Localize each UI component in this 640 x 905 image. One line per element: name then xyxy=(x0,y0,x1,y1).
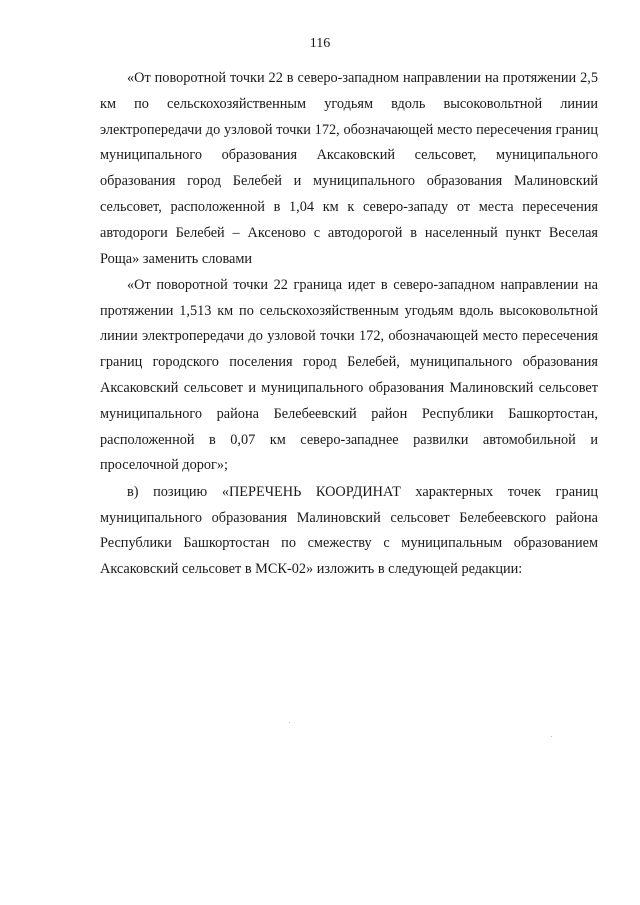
page-number: 116 xyxy=(309,36,331,51)
scan-speck xyxy=(289,722,290,723)
paragraph-item-v: в) позицию «ПЕРЕЧЕНЬ КООРДИНАТ характерных точек границ муниципального образования Малиновский сельсовет Белебеевского района Республики Башкортостан по смежеству с муниципальным образованием Аксаковский сельсовет в МСК-02» изложить в следующей редакции: xyxy=(100,483,598,578)
paragraph-original-text: «От поворотной точки 22 в северо-западном направлении на протяжении 2,5 км по сельскохозяйственным угодьям вдоль высоковольтной линии электропередачи до узловой точки 172, обозначающей место пересечения границ муниципального образования Аксаковский сельсовет, муниципального образования город Белебей и муниципального образования Малиновский сельсовет, расположенной в 1,04 км к северо-западу от места пересечения автодороги Белебей – Аксеново с автодорогой в населенный пункт Веселая Роща» заменить словами xyxy=(100,70,598,267)
document-body xyxy=(100,66,598,583)
scan-speck xyxy=(551,736,552,737)
paragraph-replacement-text: «От поворотной точки 22 граница идет в северо-западном направлении на протяжении 1,513 км по сельскохозяйственным угодьям вдоль высоковольтной линии электропередачи до узловой точки 172, обозначающей место пересечения границ городского поселения город Белебей, муниципального образования Аксаковский сельсовет и муниципального образования Малиновский сельсовет муниципального района Белебеевский район Республики Башкортостан, расположенной в 0,07 км северо-западнее развилки автомобильной и проселочной дорог»; xyxy=(100,276,598,474)
